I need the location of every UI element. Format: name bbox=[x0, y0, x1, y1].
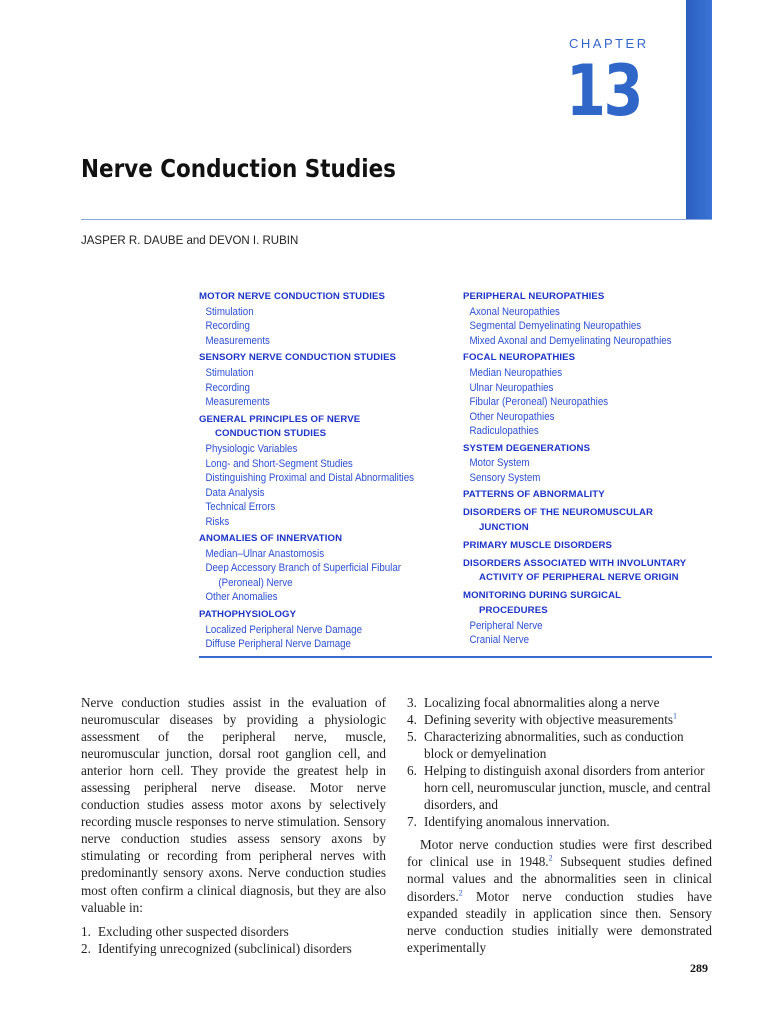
toc-item[interactable]: Recording bbox=[205, 381, 250, 394]
list-text: Localizing focal abnormalities along a nerve bbox=[424, 695, 660, 710]
list-number: 3. bbox=[407, 695, 417, 710]
toc-item[interactable]: Mixed Axonal and Demyelinating Neuropathies bbox=[469, 334, 672, 347]
citation-2b[interactable]: 2 bbox=[458, 888, 463, 898]
toc-item[interactable]: Segmental Demyelinating Neuropathies bbox=[469, 320, 642, 333]
history-text-2: Subsequent studies defined normal values and the abnormalities seen in clinical disorders. bbox=[407, 854, 712, 904]
toc-item[interactable]: Peripheral Nerve bbox=[469, 619, 543, 632]
toc-item[interactable]: Motor System bbox=[469, 457, 530, 470]
toc-item[interactable]: Technical Errors bbox=[205, 501, 276, 514]
list-number: 7. bbox=[407, 814, 417, 830]
history-text-1: Motor nerve conduction studies were first described for clinical use in 1948. bbox=[407, 837, 712, 870]
toc-item[interactable]: Other Neuropathies bbox=[469, 410, 555, 423]
toc-item[interactable]: Ulnar Neuropathies bbox=[469, 381, 554, 394]
list-text: Defining severity with objective measurements bbox=[424, 712, 674, 728]
toc-item[interactable]: Axonal Neuropathies bbox=[469, 305, 560, 318]
toc-heading[interactable]: PATTERNS OF ABNORMALITY bbox=[463, 489, 605, 501]
toc-item[interactable]: Other Anomalies bbox=[205, 591, 278, 604]
toc-item[interactable]: Diffuse Peripheral Nerve Damage bbox=[205, 638, 351, 651]
toc-heading[interactable]: PROCEDURES bbox=[479, 604, 548, 616]
list-number: 2. bbox=[81, 940, 91, 956]
chapter-title: Nerve Conduction Studies bbox=[81, 154, 396, 183]
chapter-accent-bar bbox=[686, 0, 712, 220]
page-number: 289 bbox=[690, 961, 708, 975]
toc-item[interactable]: Stimulation bbox=[205, 367, 254, 380]
toc-heading[interactable]: FOCAL NEUROPATHIES bbox=[463, 352, 576, 364]
chapter-label: CHAPTER bbox=[569, 36, 649, 51]
toc-item[interactable]: Radiculopathies bbox=[469, 425, 539, 438]
title-divider bbox=[81, 219, 712, 220]
toc-heading[interactable]: JUNCTION bbox=[479, 521, 529, 533]
toc-left-column bbox=[199, 290, 449, 652]
toc-item[interactable]: Fibular (Peroneal) Neuropathies bbox=[469, 396, 609, 409]
uses-list-right bbox=[407, 694, 712, 830]
citation[interactable]: 1 bbox=[673, 711, 678, 721]
toc-item[interactable]: Physiologic Variables bbox=[205, 443, 298, 456]
toc-item[interactable]: Measurements bbox=[205, 334, 270, 347]
list-number: 5. bbox=[407, 729, 417, 745]
intro-paragraph: Nerve conduction studies assist in the evaluation of neuromuscular diseases by providing a physiologic assessment of the peripheral nerve, muscle, neuromuscular junction, dorsal root ganglion cell, and anterior horn cell. They provide the greatest help in assessing peripheral nerve disease. Motor nerve conduction studies assess motor axons by selectively recording muscle responses to nerve stimulation. Sensory nerve conduction studies assess sensory axons by stimulating or recording from peripheral nerves with predominantly sensory axons. Nerve conduction studies most often confirm a clinical diagnosis, but they are also valuable in: bbox=[81, 695, 386, 915]
toc-heading[interactable]: ACTIVITY OF PERIPHERAL NERVE ORIGIN bbox=[479, 572, 679, 584]
toc-heading[interactable]: MONITORING DURING SURGICAL bbox=[463, 590, 622, 602]
toc-right-column bbox=[463, 290, 713, 648]
toc-item[interactable]: Deep Accessory Branch of Superficial Fibular bbox=[205, 562, 402, 575]
list-text: Identifying anomalous innervation. bbox=[424, 814, 610, 830]
body-right-column bbox=[407, 694, 712, 956]
toc-item[interactable]: Long- and Short-Segment Studies bbox=[205, 457, 353, 470]
toc-item[interactable]: Localized Peripheral Nerve Damage bbox=[205, 623, 363, 636]
history-text-3: Motor nerve conduction studies have expanded steadily in application since then. Sensory nerve conduction studies initially were demonstrated experimentally bbox=[407, 888, 712, 955]
toc-heading[interactable]: DISORDERS ASSOCIATED WITH INVOLUNTARY bbox=[463, 557, 687, 569]
list-number: 1. bbox=[81, 923, 91, 939]
history-paragraph bbox=[407, 836, 712, 955]
chapter-number: 13 bbox=[566, 50, 641, 132]
toc-item[interactable]: Risks bbox=[205, 515, 230, 528]
list-text: Characterizing abnormalities, such as conduction block or demyelination bbox=[424, 729, 684, 762]
list-item bbox=[407, 762, 712, 813]
toc-heading[interactable]: CONDUCTION STUDIES bbox=[215, 428, 327, 440]
list-number: 4. bbox=[407, 712, 417, 728]
list-item bbox=[407, 711, 712, 728]
toc-heading[interactable]: DISORDERS OF THE NEUROMUSCULAR bbox=[463, 507, 654, 519]
toc-heading[interactable]: ANOMALIES OF INNERVATION bbox=[199, 533, 343, 545]
toc-item[interactable]: Recording bbox=[205, 320, 250, 333]
toc-heading[interactable]: SENSORY NERVE CONDUCTION STUDIES bbox=[199, 352, 397, 364]
toc-heading[interactable]: SYSTEM DEGENERATIONS bbox=[463, 442, 591, 454]
toc-item[interactable]: Stimulation bbox=[205, 305, 254, 318]
toc-item[interactable]: Median–Ulnar Anastomosis bbox=[205, 547, 325, 560]
toc-heading[interactable]: MOTOR NERVE CONDUCTION STUDIES bbox=[199, 291, 386, 302]
toc-heading[interactable]: PATHOPHYSIOLOGY bbox=[199, 608, 297, 620]
toc-item[interactable]: Sensory System bbox=[469, 471, 541, 484]
list-text: Helping to distinguish axonal disorders from anterior horn cell, neuromuscular junction, muscle, and central disorders, and bbox=[424, 763, 711, 813]
list-item bbox=[407, 728, 712, 762]
citation-2[interactable]: 2 bbox=[548, 854, 553, 864]
body-left-column bbox=[81, 694, 386, 957]
list-number: 6. bbox=[407, 763, 417, 779]
list-text: Identifying unrecognized (subclinical) disorders bbox=[98, 940, 352, 956]
toc-item[interactable]: (Peroneal) Nerve bbox=[218, 576, 293, 589]
list-item bbox=[407, 813, 712, 830]
list-item bbox=[407, 694, 712, 711]
authors: JASPER R. DAUBE and DEVON I. RUBIN bbox=[81, 235, 299, 247]
toc-heading[interactable]: PRIMARY MUSCLE DISORDERS bbox=[463, 539, 612, 551]
toc-item[interactable]: Distinguishing Proximal and Distal Abnormalities bbox=[205, 472, 415, 485]
list-item bbox=[81, 940, 386, 957]
toc-heading[interactable]: PERIPHERAL NEUROPATHIES bbox=[463, 291, 605, 302]
uses-list-left bbox=[81, 923, 386, 957]
toc-divider bbox=[199, 656, 712, 658]
list-text: Excluding other suspected disorders bbox=[98, 923, 289, 939]
toc-item[interactable]: Measurements bbox=[205, 396, 270, 409]
toc-item[interactable]: Median Neuropathies bbox=[469, 367, 563, 380]
toc-item[interactable]: Cranial Nerve bbox=[469, 634, 530, 647]
list-item bbox=[81, 923, 386, 940]
toc-heading[interactable]: GENERAL PRINCIPLES OF NERVE bbox=[199, 413, 361, 425]
toc-item[interactable]: Data Analysis bbox=[205, 486, 265, 499]
